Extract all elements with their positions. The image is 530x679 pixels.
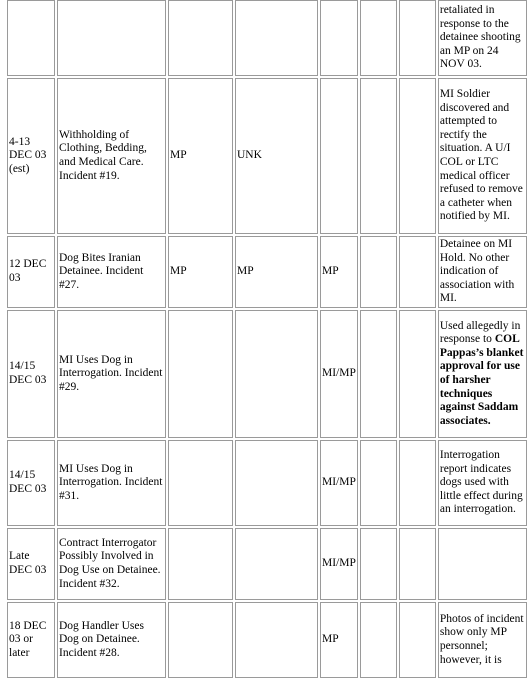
role-cell: MP — [235, 236, 318, 308]
incident-cell: Dog Handler Uses Dog on Detainee. Incident #28. — [57, 602, 166, 678]
role-cell: MI/MP — [320, 310, 358, 438]
role-cell — [360, 0, 397, 76]
table-row — [7, 528, 527, 600]
role-cell — [168, 528, 233, 600]
date-cell — [7, 0, 55, 76]
role-cell — [399, 236, 436, 308]
role-cell — [168, 310, 233, 438]
role-cell — [399, 78, 436, 234]
incident-cell: Dog Bites Iranian Detainee. Incident #27. — [57, 236, 166, 308]
role-cell — [399, 0, 436, 76]
notes-cell — [438, 310, 527, 438]
role-cell — [320, 0, 358, 76]
date-cell: 12 DEC 03 — [7, 236, 55, 308]
role-cell — [168, 0, 233, 76]
notes-cell: Interrogation report indicates dogs used with little effect during an interrogation. — [438, 440, 527, 526]
notes-cell: retaliated in response to the detainee shooting an MP on 24 NOV 03. — [438, 0, 527, 76]
date-cell: 14/15 DEC 03 — [7, 440, 55, 526]
role-cell — [360, 236, 397, 308]
role-cell — [235, 528, 318, 600]
incident-cell: MI Uses Dog in Interrogation. Incident #31. — [57, 440, 166, 526]
notes-cell: Photos of incident show only MP personnel; however, it is — [438, 602, 527, 678]
role-cell: MP — [320, 236, 358, 308]
date-cell: 18 DEC 03 or later — [7, 602, 55, 678]
role-cell — [360, 528, 397, 600]
role-cell: MP — [168, 236, 233, 308]
role-cell — [399, 440, 436, 526]
notes-cell: Detainee on MI Hold. No other indication of association with MI. — [438, 236, 527, 308]
table-row — [7, 236, 527, 308]
table-row — [7, 310, 527, 438]
role-cell — [360, 602, 397, 678]
notes-text: Used allegedly in response to — [439, 319, 521, 346]
role-cell — [235, 602, 318, 678]
date-cell: Late DEC 03 — [7, 528, 55, 600]
role-cell — [360, 310, 397, 438]
role-cell — [360, 78, 397, 234]
incident-cell: MI Uses Dog in Interrogation. Incident #29. — [57, 310, 166, 438]
role-cell: MI/MP — [320, 528, 358, 600]
table-row — [7, 78, 527, 234]
role-cell — [235, 0, 318, 76]
date-cell: 4-13 DEC 03 (est) — [7, 78, 55, 234]
role-cell: MP — [168, 78, 233, 234]
role-cell — [360, 440, 397, 526]
role-cell: MI/MP — [320, 440, 358, 526]
incident-cell: Contract Interrogator Possibly Involved in Dog Use on Detainee. Incident #32. — [57, 528, 166, 600]
role-cell — [399, 310, 436, 438]
role-cell — [235, 310, 318, 438]
notes-cell — [438, 528, 527, 600]
table-row — [7, 602, 527, 678]
role-cell — [168, 440, 233, 526]
role-cell — [168, 602, 233, 678]
date-cell: 14/15 DEC 03 — [7, 310, 55, 438]
role-cell — [235, 440, 318, 526]
role-cell — [399, 602, 436, 678]
notes-emphasis: COL Pappas’s blanket approval for use of harsher techniques against Saddam associates. — [439, 333, 524, 427]
role-cell — [320, 78, 358, 234]
role-cell: MP — [320, 602, 358, 678]
role-cell — [399, 528, 436, 600]
incident-table — [5, 0, 529, 679]
incident-cell — [57, 0, 166, 76]
notes-cell: MI Soldier discovered and attempted to rectify the situation. A U/I COL or LTC medical officer refused to remove a catheter when notified by MI. — [438, 78, 527, 234]
role-cell: UNK — [235, 78, 318, 234]
table-row — [7, 0, 527, 76]
incident-cell: Withholding of Clothing, Bedding, and Medical Care. Incident #19. — [57, 78, 166, 234]
table-row — [7, 440, 527, 526]
